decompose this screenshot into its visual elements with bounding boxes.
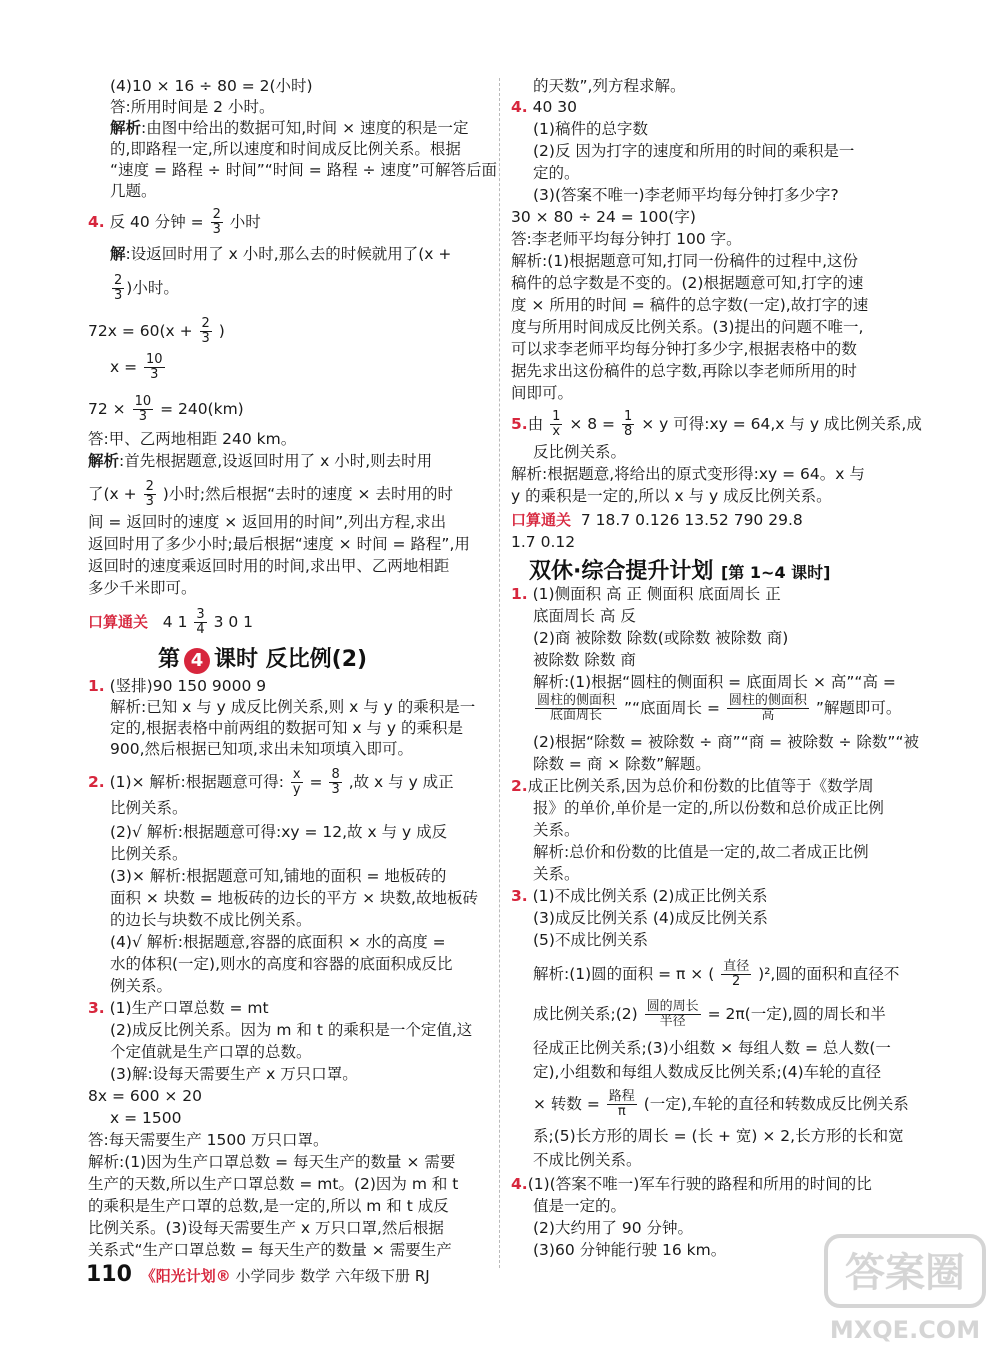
text-line: × 转数 = $\frac{\text{路程}}{\pi}$ (一定),车轮的直径和转数成反比例关系 <box>533 1089 909 1119</box>
text-line: 被除数 除数 商 <box>533 651 636 669</box>
text-line: 了(x + $\frac{2}{3}$ )小时;然后根据“去时的速度 × 去时用的时 <box>88 479 453 509</box>
text-line: (2)反 因为打字的速度和所用的时间的乘积是一 <box>533 142 855 160</box>
text-line: 解析:根据题意,将给出的原式变形得:xy = 64。x 与 <box>511 465 865 483</box>
question-4: 4. 40 30 <box>511 98 577 116</box>
text-line: (5)不成比例关系 <box>533 931 648 949</box>
text-line: 返回时的速度乘返回时用的时间,求出甲、乙两地相距 <box>88 557 450 575</box>
text-line: 可以求李老师平均每分钟打多少字,根据表格中的数 <box>511 340 857 358</box>
text-line: 系;(5)长方形的周长 = (长 + 宽) × 2,长方形的长和宽 <box>533 1127 904 1145</box>
text-line: 值是一定的。 <box>533 1197 627 1215</box>
page-number: 110 <box>86 1262 132 1287</box>
text-line: 个定值就是生产口罩的总数。 <box>110 1043 312 1061</box>
text-line: $\frac{2}{3}$ )小时。 <box>114 273 179 303</box>
text-line: 解析:已知 x 与 y 成反比例关系,则 x 与 y 的乘积是一 <box>110 698 476 716</box>
text-line: 据先求出这份稿件的总字数,再除以李老师所用的时 <box>511 362 857 380</box>
text-line: 报》的单价,单价是一定的,所以份数和总价成正比例 <box>533 799 884 817</box>
text-line: 定),小组数和每组人数成反比例关系;(4)车轮的直径 <box>533 1063 882 1081</box>
text-line: 度与所用时间成反比例关系。(3)提出的问题不唯一, <box>511 318 864 336</box>
review-question-1: 1. (1)侧面积 高 正 侧面积 底面周长 正 <box>511 585 781 603</box>
text-line: 的乘积是生产口罩的总数,是一定的,所以 m 和 t 成反 <box>88 1197 449 1215</box>
text-line: (2)√ 解析:根据题意可得:xy = 12,故 x 与 y 成反 <box>110 823 448 841</box>
text-line: 返回时用了多少小时;最后根据“速度 × 时间 = 路程”,用 <box>88 535 470 553</box>
text-line: 解析:(1)根据题意可知,打同一份稿件的过程中,这份 <box>511 252 859 270</box>
text-line: 答:每天需要生产 1500 万只口罩。 <box>88 1131 329 1149</box>
text-line: (3)解:设每天需要生产 x 万只口罩。 <box>110 1065 358 1083</box>
text-line: 不成比例关系。 <box>533 1151 642 1169</box>
lesson-number-badge: 4 <box>184 648 210 674</box>
text-line: 解析:由图中给出的数据可知,时间 × 速度的积是一定 <box>110 119 469 137</box>
text-line: (3)× 解析:根据题意可知,铺地的面积 = 地板砖的 <box>110 867 447 885</box>
text-line: 水的体积(一定),则水的高度和容器的底面积成反比 <box>110 955 453 973</box>
question-3: 3. (1)生产口罩总数 = mt <box>88 999 269 1017</box>
text-line: 关系。 <box>533 865 580 883</box>
text-line: 间即可。 <box>511 384 574 402</box>
equation-line: 8x = 600 × 20 <box>88 1087 203 1105</box>
equation-line: 30 × 80 ÷ 24 = 100(字) <box>511 208 696 226</box>
text-line: 答:李老师平均每分钟打 100 字。 <box>511 230 742 248</box>
text-line: 解析:(1)圆的面积 = π × ( $\frac{\text{直径}}{2}$ )²,圆的面积和直径不 <box>533 959 900 989</box>
text-line: (3)(答案不唯一)李老师平均每分钟打多少字? <box>533 186 839 204</box>
text-line: (1)稿件的总字数 <box>533 120 648 138</box>
kousuan-line: 口算通关 4 1 $\frac{3}{4}$ 3 0 1 <box>88 607 254 637</box>
text-line: 定的。 <box>533 164 580 182</box>
text-line: 比例关系。(3)设每天需要生产 x 万只口罩,然后根据 <box>88 1219 444 1237</box>
text-line: 的天数”,列方程求解。 <box>533 77 686 95</box>
text-line: (3)成反比例关系 (4)成反比例关系 <box>533 909 768 927</box>
text-line: 的边长与块数不成比例关系。 <box>110 911 312 929</box>
text-line: 生产的天数,所以生产口罩总数 = mt。(2)因为 m 和 t <box>88 1175 459 1193</box>
text-line: 解析:首先根据题意,设返回时用了 x 小时,则去时用 <box>88 452 433 470</box>
text-line: (4)√ 解析:根据题意,容器的底面积 × 水的高度 = <box>110 933 446 951</box>
text-line: 除数 = 商 × 除数”解题。 <box>533 755 711 773</box>
text-line: 答:甲、乙两地相距 240 km。 <box>88 430 297 448</box>
text-line: 例关系。 <box>110 977 173 995</box>
text-line: 解析:(1)根据“圆柱的侧面积 = 底面周长 × 高”“高 = <box>533 673 896 691</box>
question-5: 5.由 $\frac{1}{x}$ × 8 = $\frac{1}{8}$ × y 可得:xy = 64,x 与 y 成比例关系,成 <box>511 409 922 439</box>
text-line: 反比例关系。 <box>533 443 627 461</box>
watermark-text: 答案圈 <box>845 1250 965 1296</box>
review-question-4: 4.(1)(答案不唯一)军车行驶的路程和所用的时间的比 <box>511 1175 872 1193</box>
review-question-2: 2.成正比例关系,因为总价和份数的比值等于《数学周 <box>511 777 874 795</box>
brand-logo: 《阳光计划® <box>140 1267 231 1285</box>
text-line: 解析:总价和份数的比值是一定的,故二者成正比例 <box>533 843 869 861</box>
text-line: (2)大约用了 90 分钟。 <box>533 1219 694 1237</box>
equation-line: 72 × $\frac{10}{3}$ = 240(km) <box>88 394 244 424</box>
text-line: (2)商 被除数 除数(或除数 被除数 商) <box>533 629 789 647</box>
text-line: y 的乘积是一定的,所以 x 与 y 成反比例关系。 <box>511 487 832 505</box>
text-line: (4)10 × 16 ÷ 80 = 2(小时) <box>110 77 313 95</box>
equation-line: x = 1500 <box>110 1109 182 1127</box>
text-line: $\frac{\text{圆柱的侧面积}}{\text{底面周长}}$ ”“底面周长 = $\frac{\text{圆柱的侧面积}}{\text{高}}$ ”解题即可。 <box>537 693 902 723</box>
question-1: 1. (竖排)90 150 9000 9 <box>88 677 267 695</box>
text-line: 几题。 <box>110 182 157 200</box>
column-divider <box>499 78 500 1268</box>
section-title: 双休·综合提升计划 [第 1~4 课时] <box>529 559 831 584</box>
text-line: 答:所用时间是 2 小时。 <box>110 98 275 116</box>
text-line: 定的,根据表格中前两组的数据可知 x 与 y 的乘积是 <box>110 719 463 737</box>
book-info: 小学同步 数学 六年级下册 RJ <box>235 1267 430 1285</box>
question-2: 2. (1)× 解析:根据题意可得: $\frac{x}{y}$ = $\frac{8}{3}$ ,故 x 与 y 成正 <box>88 767 454 797</box>
text-line: 关系。 <box>533 821 580 839</box>
text-line: (3)60 分钟能行驶 16 km。 <box>533 1241 727 1259</box>
page-footer <box>86 1262 430 1287</box>
text-line: 成比例关系;(2) $\frac{\text{圆的周长}}{\text{半径}}$ = 2π(一定),圆的周长和半 <box>533 999 886 1029</box>
text-line: 底面周长 高 反 <box>533 607 636 625</box>
kousuan-line: 口算通关 7 18.7 0.126 13.52 790 29.8 <box>511 511 803 529</box>
text-line: 的,即路程一定,所以速度和时间成反比例关系。根据 <box>110 140 461 158</box>
text-line: “速度 = 路程 ÷ 时间”“时间 = 路程 ÷ 速度”可解答后面 <box>110 161 497 179</box>
text-line: (2)成反比例关系。因为 m 和 t 的乘积是一个定值,这 <box>110 1021 473 1039</box>
review-question-3: 3. (1)不成比例关系 (2)成正比例关系 <box>511 887 768 905</box>
text-line: 多少千米即可。 <box>88 579 197 597</box>
equation-line: 72x = 60(x + $\frac{2}{3}$ ) <box>88 316 225 346</box>
kousuan-line: 1.7 0.12 <box>511 533 576 551</box>
watermark-logo <box>820 1230 990 1350</box>
watermark-url: MXQE.COM <box>829 1316 981 1344</box>
text-line: (2)根据“除数 = 被除数 ÷ 商”“商 = 被除数 ÷ 除数”“被 <box>533 733 919 751</box>
text-line: 径成正比例关系;(3)小组数 × 每组人数 = 总人数(一 <box>533 1039 891 1057</box>
text-line: 面积 × 块数 = 地板砖的边长的平方 × 块数,故地板砖 <box>110 889 478 907</box>
text-line: 比例关系。 <box>110 845 188 863</box>
lesson-title: 第 4 课时 反比例(2) <box>158 647 368 672</box>
text-line: 度 × 所用的时间 = 稿件的总字数(一定),故打字的速 <box>511 296 869 314</box>
text-line: 比例关系。 <box>110 799 188 817</box>
question-4: 4. 反 40 分钟 = $\frac{2}{3}$ 小时 <box>88 207 261 237</box>
text-line: 关系式“生产口罩总数 = 每天生产的数量 × 需要生产 <box>88 1241 452 1259</box>
text-line: 稿件的总字数是不变的。(2)根据题意可知,打字的速 <box>511 274 864 292</box>
text-line: 解:设返回时用了 x 小时,那么去的时候就用了(x + <box>110 245 452 263</box>
text-line: 间 = 返回时的速度 × 返回用的时间”,列出方程,求出 <box>88 513 447 531</box>
text-line: 解析:(1)因为生产口罩总数 = 每天生产的数量 × 需要 <box>88 1153 456 1171</box>
text-line: 900,然后根据已知项,求出未知项填入即可。 <box>110 740 413 758</box>
equation-line: x = $\frac{10}{3}$ <box>110 352 163 382</box>
